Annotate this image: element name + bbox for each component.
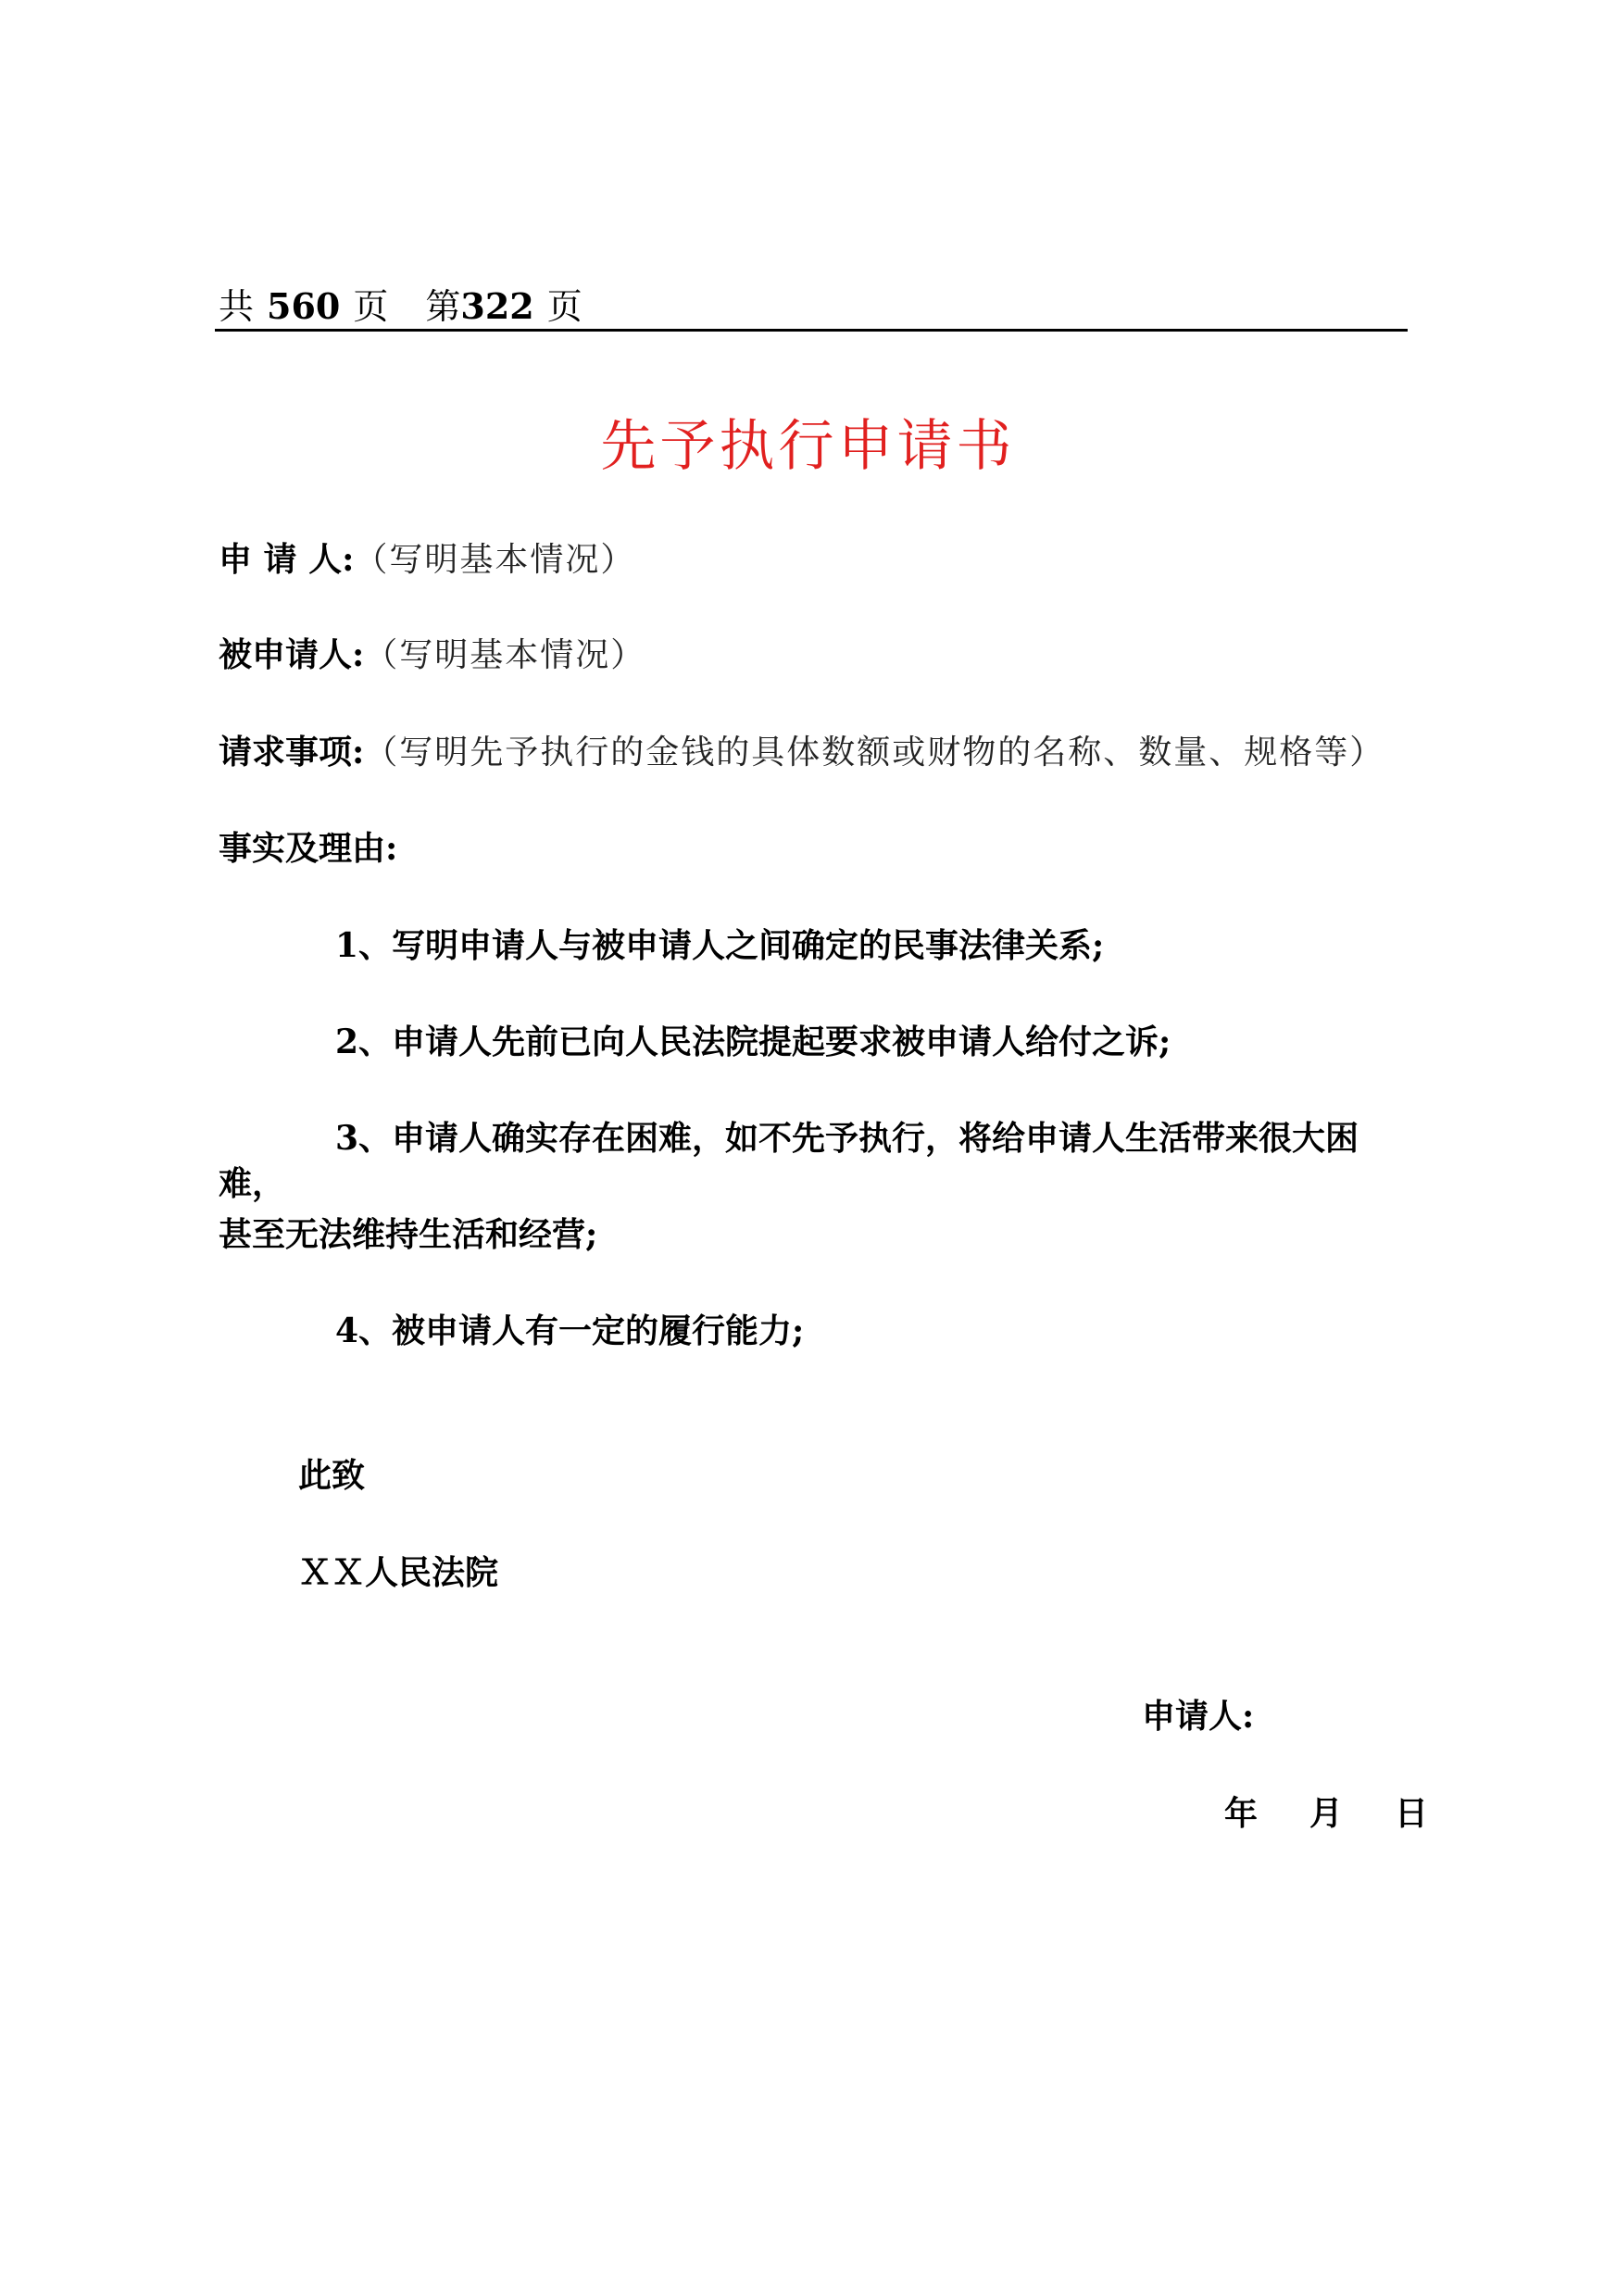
current-page-suffix: 页 (546, 286, 583, 327)
signature-date: 年 月 日 (1224, 1794, 1438, 1833)
facts-item-continuation: 甚至无法维持生活和经营; (219, 1215, 598, 1254)
facts-item-continuation: 难， (219, 1164, 286, 1203)
respondent-value: （写明基本情况） (364, 636, 646, 674)
facts-item: 4、被申请人有一定的履行能力; (335, 1311, 805, 1350)
facts-label: 事实及理由: (219, 829, 398, 868)
total-pages-suffix: 页 (353, 286, 389, 327)
document-title: 先予执行申请书 (600, 414, 1016, 479)
current-page-prefix: 第 (425, 286, 461, 327)
facts-item: 2、申请人先前已向人民法院提起要求被申请人给付之诉; (335, 1023, 1171, 1061)
current-page-value: 322 (460, 285, 534, 327)
court-name: ＸＸ人民法院 (298, 1553, 499, 1592)
signature-applicant-label: 申请人: (1142, 1697, 1255, 1736)
request-value: （写明先予执行的金钱的具体数额或财物的名称、数量、规格等） (364, 734, 1385, 772)
applicant-value: （写明基本情况） (354, 541, 636, 579)
total-pages-prefix: 共 (219, 286, 255, 327)
facts-item: 3、申请人确实存在困难，如不先予执行，将给申请人生活带来很大困 (335, 1119, 1359, 1158)
request-line (219, 728, 1384, 777)
request-label: 请求事项: (219, 733, 365, 772)
respondent-label: 被申请人: (219, 635, 365, 674)
header-divider (215, 329, 1408, 332)
closing-salutation: 此致 (298, 1456, 366, 1495)
total-pages-value: 560 (267, 285, 341, 327)
page-counter (219, 283, 583, 330)
facts-item: 1、写明申请人与被申请人之间确定的民事法律关系; (335, 926, 1105, 965)
applicant-label: 申 请 人: (219, 540, 355, 579)
respondent-line (219, 631, 645, 680)
applicant-line (219, 535, 635, 584)
